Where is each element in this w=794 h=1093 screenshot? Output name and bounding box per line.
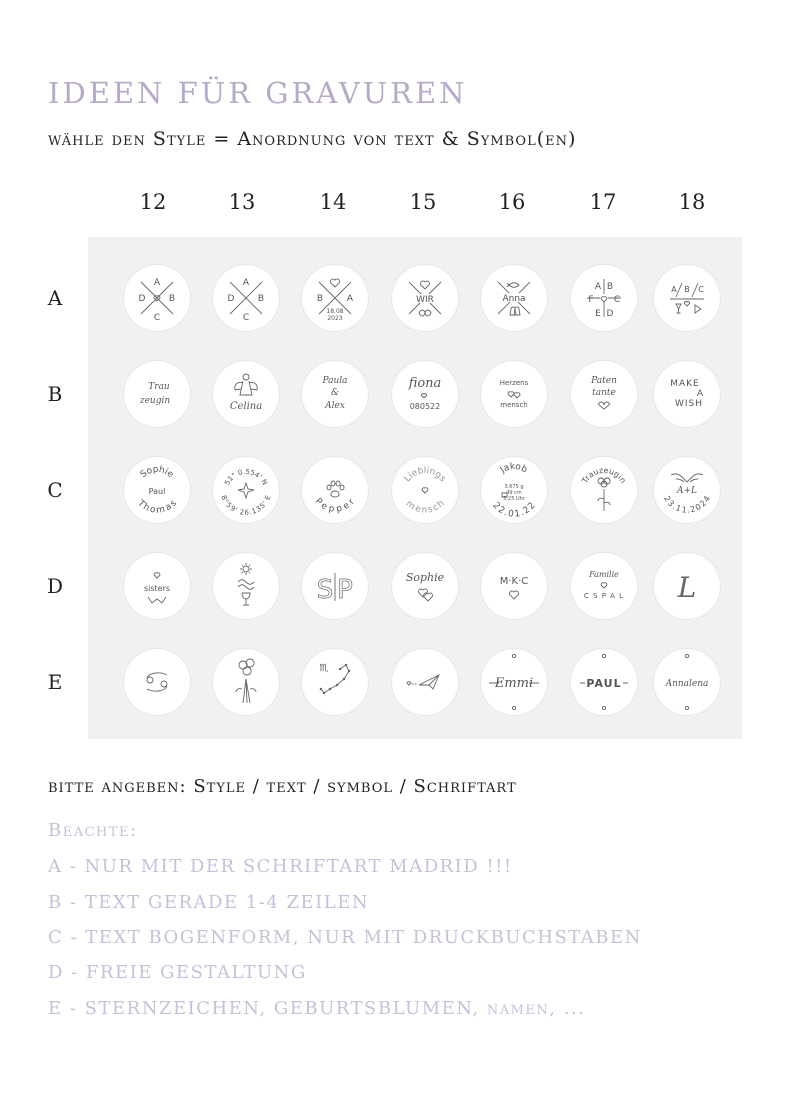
infinity-icon [419,310,431,316]
heart-icon [422,488,428,493]
column-header-15: 15 [409,190,437,214]
text-line-3: WISH [674,399,704,409]
birth-weight: 3.675 g [504,484,524,490]
engraving-c16[interactable] [481,457,547,523]
arc-text-bottom: mensch [403,498,447,516]
heart-icon [684,302,689,306]
angel-icon [235,374,257,395]
letter-top-right: B [606,282,614,292]
arc-text-bottom: Pepper [312,496,358,515]
text-line-2: mensch [500,401,528,409]
birth-length: 49 cm [506,490,522,496]
text-line-1: Celina [229,401,263,412]
paper-plane-icon [419,675,439,689]
engraving-a18[interactable] [654,265,720,331]
text-line-2: zeugin [139,396,171,406]
engraving-b17[interactable] [571,361,637,427]
page-title: IDEEN FÜR GRAVUREN [48,76,468,110]
letter-right: A [346,294,354,304]
monogram-letter: L [677,571,697,604]
letter-right: B [257,294,265,304]
letter-top: A [242,278,250,288]
letter-b: B [684,285,690,294]
wave-icon [238,580,254,590]
sun-icon [243,566,249,572]
text-line-2: & [330,388,340,398]
arc-text-bottom: 8°59' 26.135' E [219,494,273,517]
text-line-1: PAUL [586,677,622,690]
note-b: B - TEXT GERADE 1-4 ZEILEN [48,892,370,913]
wine-glass-icon [676,304,681,313]
scorpio-zodiac-icon: ♏ [319,663,329,674]
letter-bottom: C [153,313,161,323]
hands-heart-icon [598,402,610,409]
row-header-b: B [47,382,63,406]
column-header-14: 14 [319,190,347,214]
engraving-c17[interactable] [571,457,637,523]
heart-icon [154,573,160,578]
heart-icon [421,281,430,289]
text-line-1: M·K·C [499,576,529,587]
letter-top: A [153,278,161,288]
letter-right: B [168,294,176,304]
arc-text-top: 51° 0.554' N [223,467,269,487]
note-c: C - TEXT BOGENFORM, NUR MIT DRUCKBUCHSTABEN [48,927,642,948]
letter-right: C [613,295,621,305]
text-line-1: MAKE [670,379,700,389]
engraving-b18[interactable] [654,361,720,427]
arc-text-bottom: Thomas [135,498,179,516]
letter-bottom: C [242,313,250,323]
engraving-e13[interactable] [213,649,279,715]
engraving-d17[interactable] [571,553,637,619]
note-e-rest: namen, ... [486,998,586,1019]
engraving-e16[interactable] [481,649,547,715]
letter-left: B [316,294,324,304]
heart-icon [601,583,607,588]
compass-rose-icon [238,483,254,498]
text-line-2: tante [592,388,616,398]
center-text: Paul [148,487,166,496]
row-header-e: E [47,670,63,694]
hearts-icon [419,589,433,601]
engraving-c12[interactable] [124,457,190,523]
paw-icon [327,481,344,497]
column-header-13: 13 [228,190,256,214]
engraving-e15[interactable] [392,649,458,715]
pizza-icon [695,305,701,313]
letter-left: D [227,294,235,304]
engraving-a15[interactable] [392,265,458,331]
monogram-letter-2: P [337,575,353,605]
date-line-2: 2023 [327,315,343,322]
flower-bouquet-icon [236,659,256,703]
engraving-d18[interactable] [654,553,720,619]
hands-heart-icon [671,474,703,482]
engraving-a14[interactable] [302,265,368,331]
row-header-c: C [47,478,63,502]
engraving-d14[interactable] [302,553,368,619]
note-e [48,998,585,1019]
center-text: WIR [416,295,434,305]
arc-text-bottom: 23.11.2024 [662,494,712,515]
text-line-1: sisters [143,584,171,593]
note-e-main: E - STERNZEICHEN, GEBURTSBLUMEN, [48,998,480,1019]
text-line-1: Herzens [499,379,529,387]
letter-top-left: A [594,282,602,292]
arc-text-top: Sophie [138,464,176,481]
text-line-1: Sophie [405,571,445,584]
text-line-1: fiona [408,376,442,391]
page-subtitle: wähle den Style = Anordnung von text & Symbol(en) [48,128,577,150]
flower-icon [598,478,610,511]
engraving-e14[interactable] [302,649,368,715]
heart-icon [331,279,340,287]
engraving-d15[interactable] [392,553,458,619]
arc-text-top: Jakob [498,461,529,476]
engraving-e12[interactable] [124,649,190,715]
letter-bottom-right: D [606,309,614,319]
engraving-a17[interactable] [571,265,637,331]
heart-icon [510,591,519,599]
engraving-b16[interactable] [481,361,547,427]
column-header-16: 16 [498,190,526,214]
column-header-18: 18 [678,190,706,214]
engraving-b14[interactable] [302,361,368,427]
text-line-1: Annalena [665,679,709,689]
note-a: A - NUR MIT DER SCHRIFTART MADRID !!! [48,856,513,877]
hands-icon [148,597,166,603]
heart-icon [421,394,426,398]
text-line-2: C S P A L [583,592,625,600]
fish-icon [507,283,519,288]
hearts-icon [508,392,520,398]
engraving-a16[interactable] [481,265,547,331]
engraving-d16[interactable] [481,553,547,619]
row-header-d: D [46,574,64,598]
engraving-c14[interactable] [302,457,368,523]
engraving-e18[interactable] [654,649,720,715]
text-line-1: Emmi [494,676,534,691]
notes-title: Beachte: [48,820,138,841]
engraving-e17[interactable] [571,649,637,715]
engraving-c13[interactable] [213,457,279,523]
engraving-d12[interactable] [124,553,190,619]
letter-c: C [698,285,704,294]
engraving-b15[interactable] [392,361,458,427]
text-line-1: Paten [591,376,617,386]
heart-icon [407,682,411,685]
center-text: Anna [502,294,526,304]
letter-left: F [588,295,594,305]
birth-time: 3:25 Uhr [503,496,525,502]
wine-glass-icon [242,593,250,605]
date-line-1: 18.08 [326,308,344,315]
center-text: A+L [676,486,698,496]
arc-text-top: Lieblings [402,465,448,485]
text-line-1: Trau [148,382,170,392]
text-line-1: Familie [589,570,619,579]
letter-left: D [138,294,146,304]
engraving-b12[interactable] [124,361,190,427]
engraving-c15[interactable] [392,457,458,523]
row-header-a: A [47,286,63,310]
column-header-17: 17 [589,190,617,214]
text-line-1: Paula [322,376,348,386]
arc-text-bottom: 22.01.22 [490,500,538,520]
engraving-a12[interactable] [124,265,190,331]
text-line-3: Alex [325,401,345,411]
engraving-a13[interactable] [213,265,279,331]
text-line-2: 080522 [409,402,441,411]
engraving-b13[interactable] [213,361,279,427]
column-header-12: 12 [139,190,167,214]
bells-icon [510,307,520,315]
cancer-zodiac-icon [147,673,167,691]
instructions-heading: bitte angeben: Style / text / symbol / Schriftart [48,776,517,797]
letter-a: A [671,285,677,294]
letter-bottom-left: E [595,309,601,319]
engraving-d13[interactable] [213,553,279,619]
note-d: D - FREIE GESTALTUNG [48,962,307,983]
text-line-2: A [696,389,704,399]
arc-text-top: Trauzeugin [580,465,628,485]
monogram-letter-1: S [316,575,334,605]
engraving-c18[interactable] [654,457,720,523]
